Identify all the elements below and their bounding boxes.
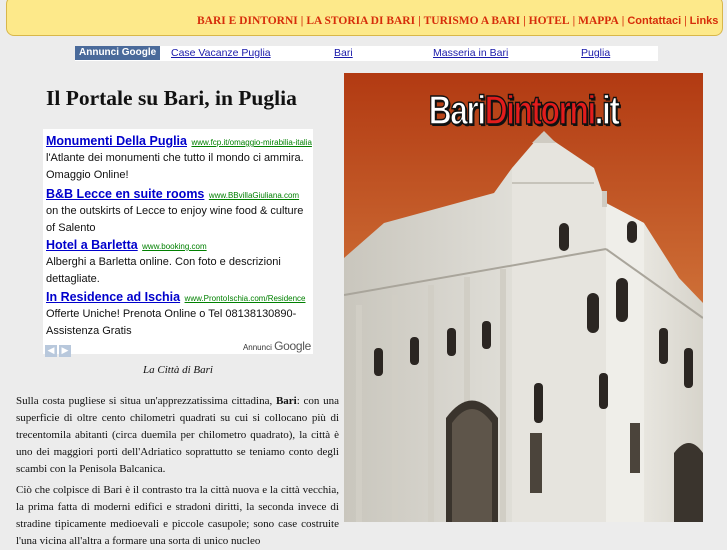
page-title: Il Portale su Bari, in Puglia — [46, 86, 297, 110]
nav-separator: | — [418, 15, 421, 27]
nav-separator: | — [621, 15, 625, 27]
annunci-google-brand[interactable] — [243, 339, 311, 353]
ad-title[interactable]: Hotel a Barletta — [46, 238, 138, 252]
image-caption: La Città di Bari — [143, 364, 213, 376]
nav-link-turismo-a-bari[interactable]: TURISMO A BARI — [423, 15, 521, 27]
nav-separator: | — [684, 15, 687, 27]
ad-url[interactable]: www.booking.com — [142, 242, 207, 251]
ad-link-masseria[interactable]: Masseria in Bari — [433, 47, 509, 59]
ad-url[interactable]: www.ProntoIschia.com/Residence — [184, 294, 306, 303]
ad-title[interactable]: B&B Lecce en suite rooms — [46, 187, 205, 201]
nav-separator: | — [523, 15, 526, 27]
google-ad-box — [43, 129, 313, 354]
ad-url[interactable]: www.fcp.it/omaggio-mirabilia-italia — [191, 138, 312, 147]
ad-link-case-vacanze[interactable]: Case Vacanze Puglia — [171, 47, 271, 59]
ad-link-puglia[interactable]: Puglia — [581, 47, 611, 59]
ad-description: l'Atlante dei monumenti che tutto il mondo ci ammira. Omaggio Online! — [46, 152, 304, 181]
ad-title[interactable]: In Residence ad Ischia — [46, 290, 181, 304]
ad-next-arrow-icon[interactable]: ▶ — [59, 345, 71, 357]
ad-item — [46, 236, 312, 287]
google-wordmark: Google — [274, 339, 311, 353]
ad-nav-arrows — [45, 340, 73, 358]
basilica-illustration — [344, 73, 703, 522]
top-nav-items — [197, 15, 718, 27]
ad-links-label: Annunci Google — [75, 46, 160, 60]
bari-bold: Bari — [275, 395, 297, 407]
nav-link-la-storia-di-bari[interactable]: LA STORIA DI BARI — [306, 15, 416, 27]
ad-item — [46, 185, 312, 236]
logo-text-it: .it — [594, 87, 619, 133]
nav-link-mappa[interactable]: MAPPA — [578, 15, 619, 27]
nav-link-links[interactable]: Links — [689, 15, 719, 27]
nav-link-hotel[interactable]: HOTEL — [528, 15, 570, 27]
ad-description: Alberghi a Barletta online. Con foto e descrizioni dettagliate. — [46, 256, 281, 285]
second-paragraph: Ciò che colpisce di Bari è il contrasto tra la città nuova e la città vecchia, la prima fatta di moderni edifici e stradoni diritti, la seconda invece di stradine tipicamente medioevali e piccole casupole; sono case costruite l'una vicina all'altra a formare una sorta di unico nucleo — [16, 484, 339, 547]
logo-text-bari: Bari — [428, 87, 485, 133]
ad-title[interactable]: Monumenti Della Puglia — [46, 134, 187, 148]
bari-dintorni-logo — [383, 87, 663, 134]
basilica-hero-image — [344, 73, 703, 522]
paragraph-text: Sulla costa pugliese si situa un'apprezzatissima cittadina, — [16, 395, 276, 407]
ad-item — [46, 288, 312, 339]
top-nav-bar — [6, 0, 723, 36]
ad-description: Offerte Uniche! Prenota Online o Tel 08138130890-Assistenza Gratis — [46, 308, 297, 337]
ad-url[interactable]: www.BBvillaGiuliana.com — [208, 191, 300, 200]
ad-prev-arrow-icon[interactable]: ◀ — [45, 345, 57, 357]
paragraph-text: : con una superficie di oltre cento chilometri quadrati su cui si collocano più di trecentomila abitanti (circa duemila per chilometro quadrato), la città è uno dei maggiori porti dell'Adriatico soprattutto se teniamo conto degli scambi con la Penisola Balcanica. — [16, 395, 339, 475]
nav-link-contattaci[interactable]: Contattaci — [627, 15, 682, 27]
ad-item — [46, 132, 312, 183]
ad-links-bar — [75, 46, 658, 61]
ad-link-bari[interactable]: Bari — [334, 47, 353, 59]
nav-separator: | — [300, 15, 304, 27]
brand-prefix: Annunci — [242, 343, 272, 352]
intro-paragraph — [16, 393, 339, 478]
nav-link-bari-e-dintorni[interactable]: BARI E DINTORNI — [197, 15, 298, 27]
ad-description: on the outskirts of Lecce to enjoy wine food & culture of Salento — [46, 205, 304, 234]
nav-separator: | — [572, 15, 576, 27]
logo-text-dintorni: Dintorni — [484, 87, 595, 133]
